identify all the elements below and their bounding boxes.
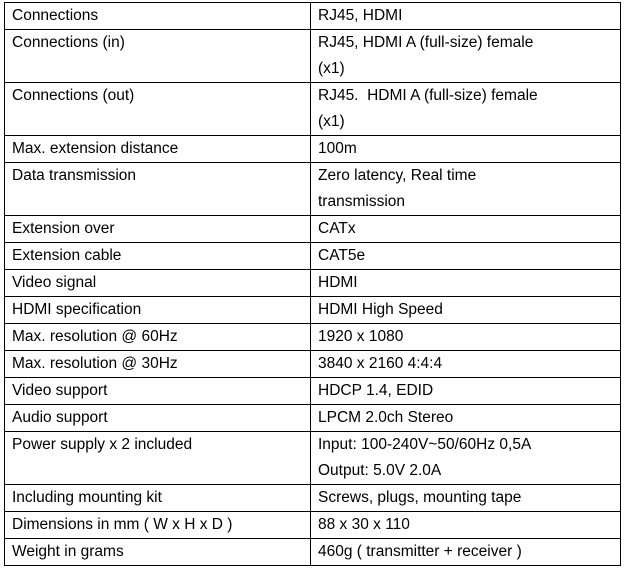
- spec-value: [311, 485, 621, 512]
- spec-label-text: Video signal: [12, 274, 97, 291]
- table-row: [5, 432, 621, 485]
- spec-label: [5, 243, 311, 270]
- spec-value-line: HDMI High Speed: [318, 301, 443, 318]
- spec-label: [5, 378, 311, 405]
- spec-value: [311, 432, 621, 485]
- spec-value: [311, 30, 621, 83]
- spec-value-line: CAT5e: [318, 247, 366, 264]
- spec-label: [5, 512, 311, 539]
- spec-label-text: Max. resolution @ 30Hz: [12, 355, 178, 372]
- spec-value-line: RJ45. HDMI A (full-size) female: [318, 87, 538, 104]
- spec-value-line: 100m: [318, 140, 357, 157]
- spec-label: [5, 30, 311, 83]
- spec-value-line: HDMI: [318, 274, 358, 291]
- spec-value-line: LPCM 2.0ch Stereo: [318, 409, 454, 426]
- spec-label: [5, 270, 311, 297]
- spec-label: [5, 351, 311, 378]
- spec-value: [311, 512, 621, 539]
- spec-value: [311, 351, 621, 378]
- spec-label-text: Including mounting kit: [12, 489, 162, 506]
- spec-label-text: Extension over: [12, 220, 115, 237]
- table-row: [5, 83, 621, 136]
- spec-value-line: Zero latency, Real time: [318, 167, 477, 184]
- spec-value-line: 1920 x 1080: [318, 328, 404, 345]
- spec-value: [311, 83, 621, 136]
- table-row: [5, 378, 621, 405]
- spec-value-line: 3840 x 2160 4:4:4: [318, 355, 443, 372]
- spec-value: [311, 243, 621, 270]
- spec-table: [4, 2, 621, 566]
- spec-label-text: Video support: [12, 382, 108, 399]
- spec-value-line: 460g ( transmitter + receiver ): [318, 543, 522, 560]
- table-row: [5, 30, 621, 83]
- spec-value: [311, 405, 621, 432]
- spec-label: [5, 485, 311, 512]
- table-row: [5, 243, 621, 270]
- spec-label-text: Connections: [12, 7, 99, 24]
- spec-label: [5, 136, 311, 163]
- spec-value: [311, 297, 621, 324]
- table-row: [5, 485, 621, 512]
- spec-value-line: Output: 5.0V 2.0A: [318, 462, 442, 479]
- table-row: [5, 539, 621, 566]
- spec-value: [311, 324, 621, 351]
- spec-label-text: Max. resolution @ 60Hz: [12, 328, 178, 345]
- table-row: [5, 297, 621, 324]
- spec-label-text: Extension cable: [12, 247, 122, 264]
- spec-value-line: 88 x 30 x 110: [318, 516, 410, 533]
- spec-label-text: Power supply x 2 included: [12, 436, 193, 453]
- spec-label: [5, 83, 311, 136]
- spec-label-text: Audio support: [12, 409, 108, 426]
- spec-value-line: RJ45, HDMI: [318, 7, 403, 24]
- spec-value: [311, 539, 621, 566]
- spec-label-text: Connections (out): [12, 87, 135, 104]
- spec-value: [311, 216, 621, 243]
- spec-value-line: HDCP 1.4, EDID: [318, 382, 434, 399]
- spec-label: [5, 163, 311, 216]
- table-row: [5, 405, 621, 432]
- spec-label: [5, 432, 311, 485]
- table-row: [5, 351, 621, 378]
- spec-value-line: CATx: [318, 220, 356, 237]
- spec-label-text: Dimensions in mm ( W x H x D ): [12, 516, 233, 533]
- spec-label: [5, 3, 311, 30]
- spec-label: [5, 297, 311, 324]
- table-row: [5, 3, 621, 30]
- spec-value-line: transmission: [318, 193, 405, 210]
- table-row: [5, 512, 621, 539]
- spec-value-line: RJ45, HDMI A (full-size) female: [318, 34, 534, 51]
- spec-value: [311, 136, 621, 163]
- spec-value-line: Screws, plugs, mounting tape: [318, 489, 522, 506]
- spec-label: [5, 539, 311, 566]
- table-row: [5, 270, 621, 297]
- spec-label: [5, 324, 311, 351]
- spec-value: [311, 3, 621, 30]
- table-row: [5, 136, 621, 163]
- spec-value: [311, 378, 621, 405]
- spec-label-text: HDMI specification: [12, 301, 142, 318]
- spec-label-text: Weight in grams: [12, 543, 124, 560]
- spec-label-text: Connections (in): [12, 34, 125, 51]
- spec-value-line: Input: 100-240V~50/60Hz 0,5A: [318, 436, 532, 453]
- spec-label: [5, 216, 311, 243]
- table-row: [5, 163, 621, 216]
- spec-label-text: Max. extension distance: [12, 140, 179, 157]
- table-row: [5, 216, 621, 243]
- spec-table-body: [5, 3, 621, 566]
- spec-label: [5, 405, 311, 432]
- spec-value: [311, 270, 621, 297]
- spec-value-line: (x1): [318, 60, 345, 77]
- spec-value: [311, 163, 621, 216]
- spec-value-line: (x1): [318, 113, 345, 130]
- table-row: [5, 324, 621, 351]
- spec-label-text: Data transmission: [12, 167, 137, 184]
